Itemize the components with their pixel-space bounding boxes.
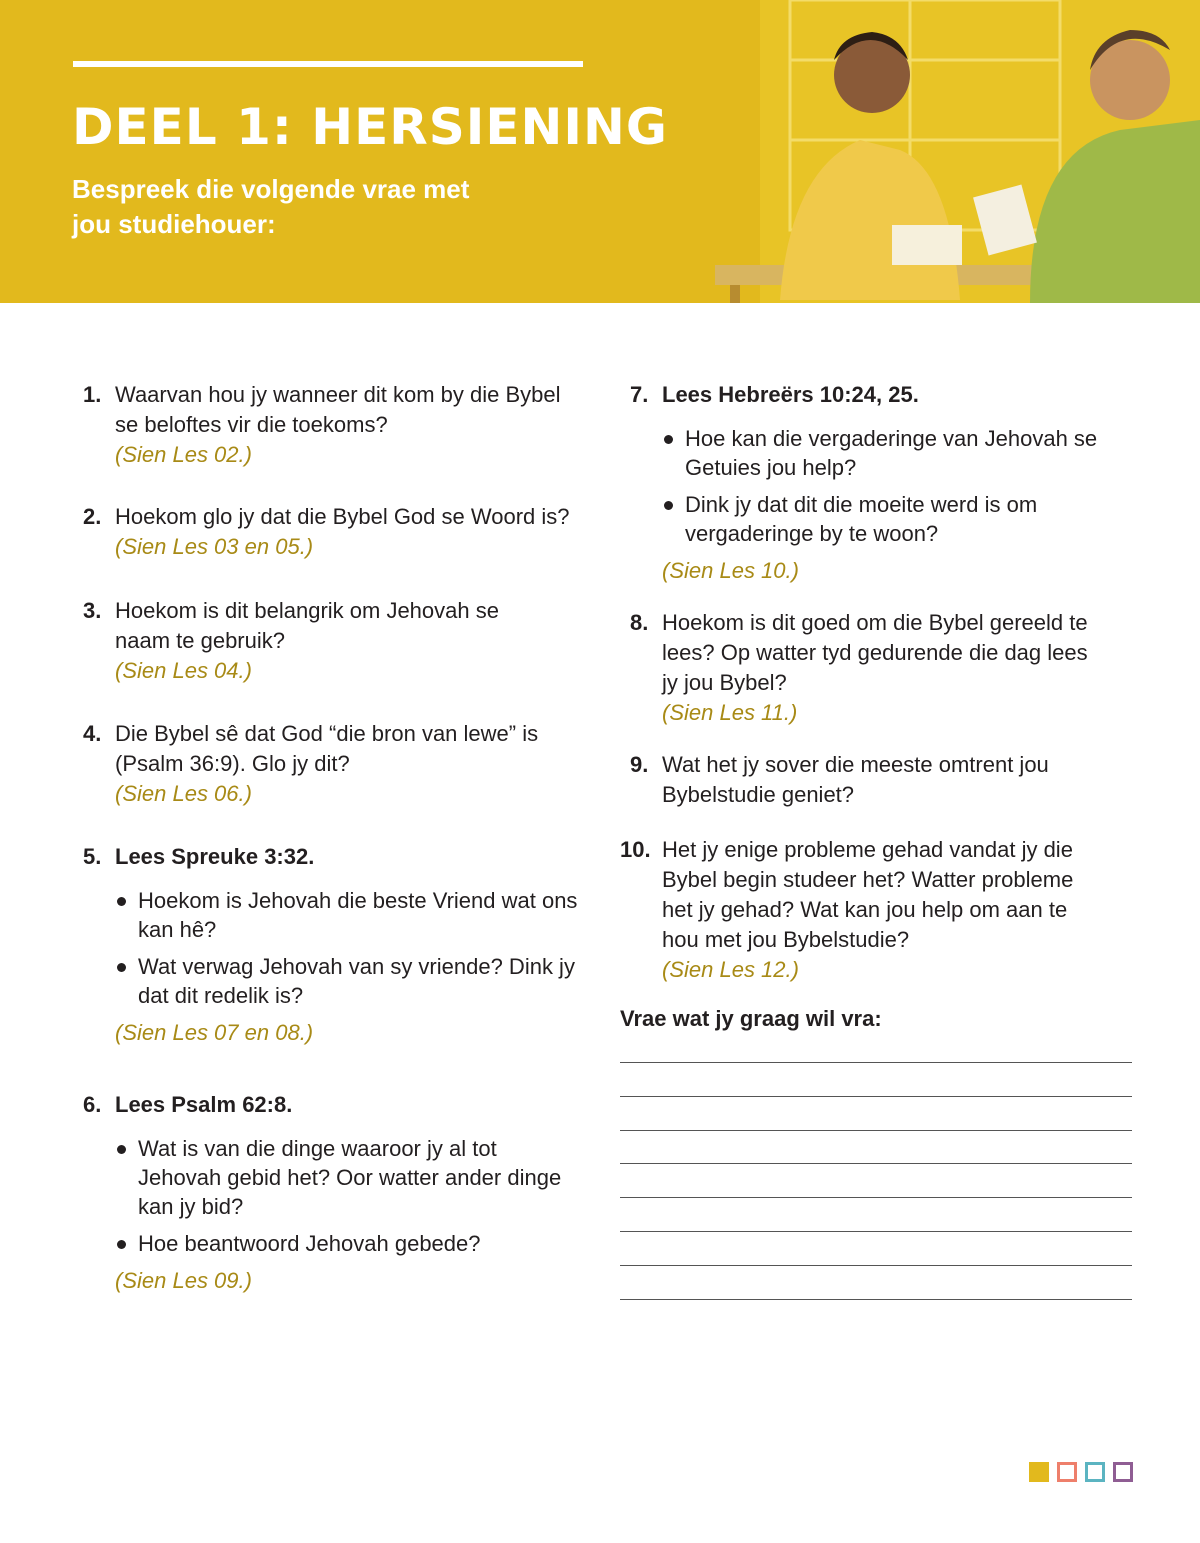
bullet-item: Wat verwag Jehovah van sy vriende? Dink jy dat dit redelik is? (115, 952, 583, 1010)
question-6 (83, 1090, 563, 1296)
lesson-reference: (Sien Les 04.) (115, 658, 252, 683)
question-text: Hoekom is dit goed om die Bybel gereeld te lees? Op watter tyd gedurende die dag lees jy jou Bybel? (662, 610, 1088, 695)
note-line[interactable] (620, 1197, 1132, 1198)
square-icon-coral (1057, 1462, 1077, 1482)
header-rule (73, 61, 583, 67)
lesson-reference: (Sien Les 06.) (115, 781, 252, 806)
lesson-reference: (Sien Les 10.) (662, 558, 799, 583)
question-number: 2. (83, 504, 102, 529)
question-text: Wat het jy sover die meeste omtrent jou Bybelstudie geniet? (662, 752, 1049, 807)
question-number: 7. (630, 382, 649, 407)
question-3 (83, 596, 553, 686)
question-7 (630, 380, 1100, 586)
square-icon-purple (1113, 1462, 1133, 1482)
question-5 (83, 842, 583, 1048)
note-line[interactable] (620, 1299, 1132, 1300)
question-9 (630, 750, 1100, 810)
note-line[interactable] (620, 1265, 1132, 1266)
question-4 (83, 719, 563, 809)
square-icon-teal (1085, 1462, 1105, 1482)
bullet-item: Hoekom is Jehovah die beste Vriend wat ons kan hê? (115, 886, 583, 944)
bullet-item: Dink jy dat dit die moeite werd is om vergaderinge by te woon? (662, 490, 1100, 548)
note-line[interactable] (620, 1231, 1132, 1232)
note-line[interactable] (620, 1130, 1132, 1131)
question-number: 3. (83, 598, 102, 623)
question-text: Die Bybel sê dat God “die bron van lewe” is (Psalm 36:9). Glo jy dit? (115, 721, 539, 776)
question-text: Het jy enige probleme gehad vandat jy die Bybel begin studeer het? Watter probleme het jy gehad? Wat kan jou help om aan te hou met jou Bybelstudie? (662, 837, 1074, 952)
question-text: Waarvan hou jy wanneer dit kom by die Bybel se beloftes vir die toekoms? (115, 382, 561, 437)
page-title: DEEL 1: HERSIENING (72, 98, 668, 156)
question-text: Hoekom glo jy dat die Bybel God se Woord is? (115, 504, 570, 529)
page-subtitle: Bespreek die volgende vrae met jou studiehouer: (72, 174, 470, 239)
question-8 (630, 608, 1100, 728)
note-line[interactable] (620, 1163, 1132, 1164)
question-10 (620, 835, 1100, 985)
bullet-item: Hoe beantwoord Jehovah gebede? (115, 1229, 563, 1258)
question-number: 9. (630, 752, 649, 777)
lesson-reference: (Sien Les 03 en 05.) (115, 534, 314, 559)
question-number: 1. (83, 382, 102, 407)
square-icon-yellow (1029, 1462, 1049, 1482)
lesson-reference: (Sien Les 09.) (115, 1268, 252, 1293)
question-number: 10. (620, 837, 651, 862)
note-line[interactable] (620, 1062, 1132, 1063)
lesson-reference: (Sien Les 02.) (115, 442, 252, 467)
note-line[interactable] (620, 1096, 1132, 1097)
question-text: Lees Hebreërs 10:24, 25. (662, 382, 919, 407)
question-number: 4. (83, 721, 102, 746)
question-1 (83, 380, 583, 470)
bullet-item: Hoe kan die vergaderinge van Jehovah se Getuies jou help? (662, 424, 1100, 482)
question-2 (83, 502, 603, 562)
header-banner (0, 0, 1200, 303)
question-text: Lees Psalm 62:8. (115, 1092, 293, 1117)
lesson-reference: (Sien Les 07 en 08.) (115, 1020, 314, 1045)
question-number: 5. (83, 844, 102, 869)
lesson-reference: (Sien Les 12.) (662, 957, 799, 982)
question-text: Lees Spreuke 3:32. (115, 844, 315, 869)
question-text: Hoekom is dit belangrik om Jehovah se naam te gebruik? (115, 598, 499, 653)
question-number: 6. (83, 1092, 102, 1117)
lesson-reference: (Sien Les 11.) (662, 700, 798, 725)
question-number: 8. (630, 610, 649, 635)
bullet-item: Wat is van die dinge waaroor jy al tot Jehovah gebid het? Oor watter ander dinge kan jy bid? (115, 1134, 563, 1221)
study-illustration (700, 0, 1200, 303)
notes-heading: Vrae wat jy graag wil vra: (620, 1006, 882, 1031)
